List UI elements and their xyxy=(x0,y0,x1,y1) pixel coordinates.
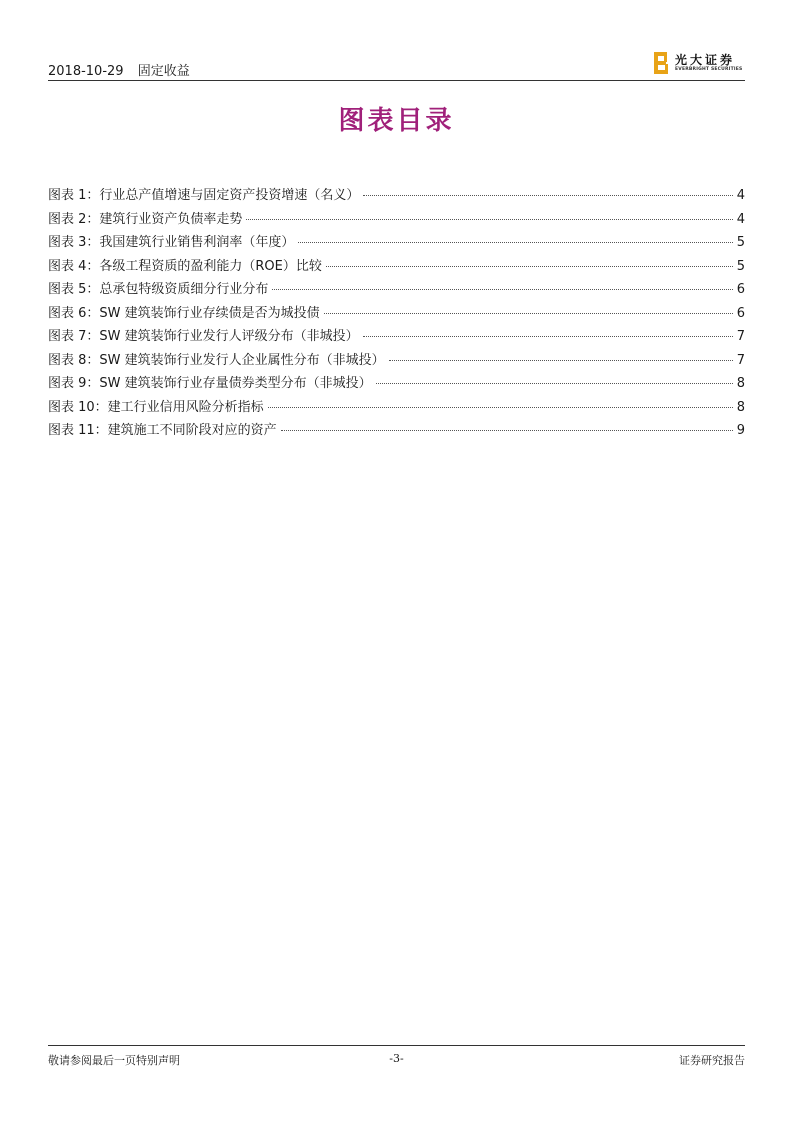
toc-leader-dots xyxy=(246,219,732,220)
toc-entry-label: 图表 11：建筑施工不同阶段对应的资产 xyxy=(48,423,277,438)
toc-entry-label: 图表 3：我国建筑行业销售利润率（年度） xyxy=(48,235,295,250)
toc-entry[interactable] xyxy=(48,325,745,349)
page-number: -3- xyxy=(389,1052,404,1065)
toc-entry[interactable] xyxy=(48,302,745,326)
toc-entry-page: 8 xyxy=(736,399,745,415)
toc-entry-page: 8 xyxy=(736,376,745,391)
toc-leader-dots xyxy=(376,383,733,384)
toc-entry-label: 图表 9：SW 建筑装饰行业存量债券类型分布（非城投） xyxy=(48,376,372,391)
toc-entry-page: 4 xyxy=(736,211,745,227)
toc-entry-label: 图表 2：建筑行业资产负债率走势 xyxy=(48,211,243,227)
report-type: 证券研究报告 xyxy=(679,1054,745,1067)
report-date: 2018-10-29 xyxy=(48,64,124,79)
toc-entry-label: 图表 4：各级工程资质的盈利能力（ROE）比较 xyxy=(48,258,322,274)
toc-entry-page: 4 xyxy=(736,188,745,203)
logo-en-text: EVERBRIGHT SECURITIES xyxy=(675,67,743,72)
toc-leader-dots xyxy=(363,336,733,337)
toc-entry-page: 6 xyxy=(736,305,745,321)
everbright-logo xyxy=(653,51,745,77)
toc-leader-dots xyxy=(281,430,733,431)
toc-entry-page: 5 xyxy=(736,258,745,274)
page-footer xyxy=(48,1045,745,1068)
toc-entry[interactable] xyxy=(48,278,745,302)
toc-entry[interactable] xyxy=(48,255,745,279)
toc-entry[interactable] xyxy=(48,231,745,255)
toc-leader-dots xyxy=(298,242,732,243)
toc-entry-label: 图表 1：行业总产值增速与固定资产投资增速（名义） xyxy=(48,188,360,203)
toc-leader-dots xyxy=(272,289,732,290)
toc-entry-page: 5 xyxy=(736,235,745,250)
toc-leader-dots xyxy=(363,195,732,196)
disclaimer-note: 敬请参阅最后一页特别声明 xyxy=(48,1054,180,1067)
header-info xyxy=(48,60,200,79)
figure-toc xyxy=(48,184,745,443)
toc-entry[interactable] xyxy=(48,184,745,208)
report-category: 固定收益 xyxy=(137,64,190,79)
toc-leader-dots xyxy=(326,266,733,267)
toc-entry[interactable] xyxy=(48,396,745,420)
toc-entry-page: 7 xyxy=(736,352,745,368)
logo-cn-text: 光大证券 xyxy=(675,53,736,67)
toc-entry-label: 图表 6：SW 建筑装饰行业存续债是否为城投债 xyxy=(48,305,320,321)
toc-entry-label: 图表 7：SW 建筑装饰行业发行人评级分布（非城投） xyxy=(48,329,359,344)
toc-entry-page: 7 xyxy=(736,329,745,344)
logo-mark-icon xyxy=(653,51,669,75)
toc-entry-page: 9 xyxy=(736,423,745,438)
page-title: 图表目录 xyxy=(338,106,455,136)
toc-entry[interactable] xyxy=(48,372,745,396)
toc-leader-dots xyxy=(268,407,733,408)
toc-entry[interactable] xyxy=(48,419,745,443)
toc-entry[interactable] xyxy=(48,208,745,232)
toc-leader-dots xyxy=(389,360,733,361)
toc-entry-label: 图表 10：建工行业信用风险分析指标 xyxy=(48,399,264,415)
page-header xyxy=(48,50,745,81)
toc-entry[interactable] xyxy=(48,349,745,373)
toc-entry-label: 图表 5：总承包特级资质细分行业分布 xyxy=(48,282,269,297)
toc-leader-dots xyxy=(324,313,733,314)
toc-entry-page: 6 xyxy=(736,282,745,297)
toc-entry-label: 图表 8：SW 建筑装饰行业发行人企业属性分布（非城投） xyxy=(48,352,385,368)
